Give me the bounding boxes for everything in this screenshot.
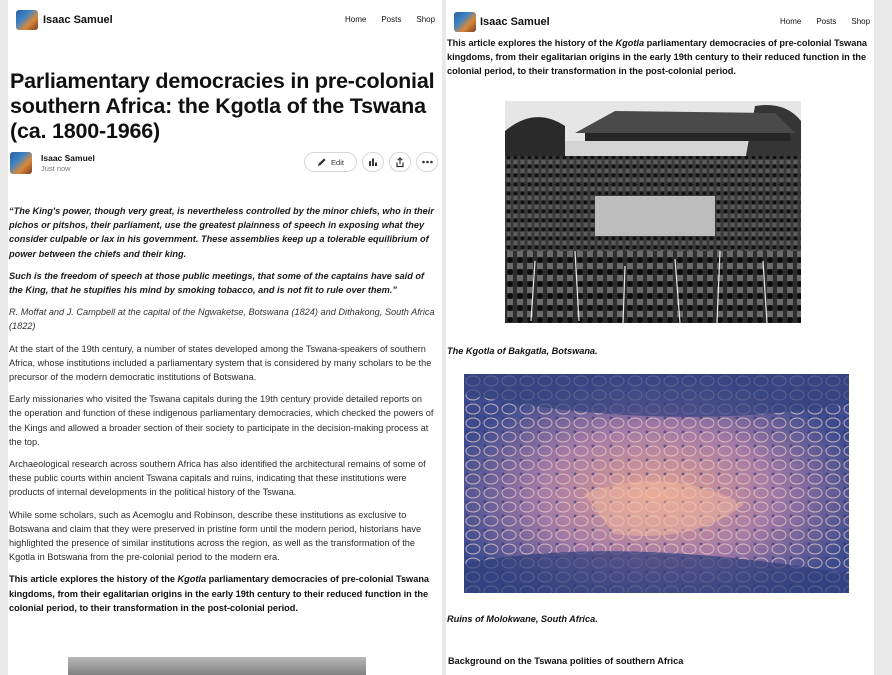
site-logo[interactable] bbox=[454, 12, 476, 32]
author-avatar[interactable] bbox=[10, 152, 32, 174]
right-pane[interactable] bbox=[446, 0, 874, 675]
nav-posts[interactable]: Posts bbox=[816, 17, 837, 26]
ruins-photo-image bbox=[464, 374, 849, 593]
share-icon bbox=[395, 157, 405, 168]
nav-menu bbox=[345, 15, 435, 24]
body-paragraph-3: Archaeological research across southern Africa has also identified the architectural remains of some of these public courts within ancient Tswana capitals and ruins, indicating that these institutions were products of internal developments in the political history of the Tswana. bbox=[9, 459, 426, 498]
nav-posts[interactable]: Posts bbox=[381, 15, 402, 24]
quote-citation: R. Moffat and J. Campbell at the capital of the Ngwaketse, Botswana (1824) and Dithakong, South Africa (1822) bbox=[9, 307, 435, 332]
section-heading: Background on the Tswana polities of southern Africa bbox=[448, 656, 684, 666]
kgotla-photo bbox=[505, 101, 801, 323]
ellipsis-icon bbox=[422, 160, 433, 164]
nav-home[interactable]: Home bbox=[780, 17, 802, 26]
summary-paragraph bbox=[9, 572, 436, 615]
stats-button[interactable] bbox=[362, 152, 384, 172]
pencil-icon bbox=[317, 157, 327, 167]
photo-caption-ruins: Ruins of Molokwane, South Africa. bbox=[447, 614, 598, 624]
ruins-photo bbox=[464, 374, 849, 593]
left-pane[interactable] bbox=[8, 0, 442, 675]
site-logo[interactable] bbox=[16, 10, 38, 30]
site-name[interactable]: Isaac Samuel bbox=[480, 16, 550, 28]
photo-caption-kgotla: The Kgotla of Bakgatla, Botswana. bbox=[447, 346, 598, 356]
quote-paragraph-1: “The King's power, though very great, is nevertheless controlled by the minor chiefs, who in their pichos or pitshos, their parliament, use the greatest plainness of speech in exposing what they consider culpable or lax in his government. These assemblies keep up a tolerable equilibrium of power between the chiefs and their king. bbox=[9, 206, 434, 259]
summary-text-end: parliamentary democracies of pre-colonial Tswana kingdoms, from their egalitarian origins in the early 19th century to their reduced function in the colonial period, to their transformation in the post-colonial period. bbox=[9, 574, 430, 613]
edit-button-label: Edit bbox=[331, 157, 344, 167]
more-options-button[interactable] bbox=[416, 152, 438, 172]
nav-home[interactable]: Home bbox=[345, 15, 367, 24]
summary-text-end: parliamentary democracies of pre-colonial Tswana kingdoms, from their egalitarian origins in the early 19th century to their reduced function in the colonial period, to their transformation in the post-colonial period. bbox=[447, 38, 868, 77]
share-button[interactable] bbox=[389, 152, 411, 172]
kgotla-photo-image bbox=[505, 101, 801, 323]
nav-shop[interactable]: Shop bbox=[851, 17, 871, 26]
body-paragraph-1: At the start of the 19th century, a number of states developed among the Tswana-speakers of southern Africa, whose institutions included a parliamentary system that is considered by many scholars to be the precursor of the modern democratic institutions of Botswana. bbox=[9, 343, 432, 383]
summary-text-start: This article explores the history of the bbox=[9, 574, 178, 585]
summary-emphasis: Kgotla bbox=[177, 574, 207, 585]
article-body bbox=[9, 204, 436, 623]
body-paragraph-4: While some scholars, such as Acemoglu and Robinson, describe these institutions as exclusive to Botswana and claim that they were preserved in pristine form until the modern period, historians have highlighted the presence of similar institutions across the region, as well as the transformation of the Kgotla in Botswana from the pre-colonial period to the modern era. bbox=[9, 509, 422, 563]
post-timestamp: Just now bbox=[41, 164, 71, 173]
summary-emphasis: Kgotla bbox=[615, 38, 645, 48]
article-body-continued bbox=[447, 36, 869, 87]
summary-paragraph bbox=[447, 36, 869, 79]
bar-chart-icon bbox=[368, 157, 378, 167]
nav-menu bbox=[780, 17, 870, 26]
quote-paragraph-2: Such is the freedom of speech at those public meetings, that some of the captains have said of the King, that he stupifies his mind by smoking tobacco, and is not fit to rule over them.” bbox=[9, 270, 425, 296]
top-bar bbox=[8, 0, 442, 40]
nav-shop[interactable]: Shop bbox=[416, 15, 436, 24]
top-bar bbox=[446, 0, 874, 40]
edit-button[interactable] bbox=[304, 152, 357, 172]
summary-text-start: This article explores the history of the bbox=[447, 38, 616, 48]
body-paragraph-2: Early missionaries who visited the Tswana capitals during the 19th century provide detailed reports on the operation and function of these indigenous parliamentary democracies, which checked the powers of the Kings and allowed a broader section of their society to participate in the decision-making process at the top. bbox=[9, 394, 434, 447]
author-name[interactable]: Isaac Samuel bbox=[41, 153, 95, 163]
kgotla-photo-partial bbox=[68, 657, 366, 675]
page-title: Parliamentary democracies in pre-colonial southern Africa: the Kgotla of the Tswana (ca. 1800-1966) bbox=[10, 69, 435, 143]
site-name[interactable]: Isaac Samuel bbox=[43, 14, 113, 26]
